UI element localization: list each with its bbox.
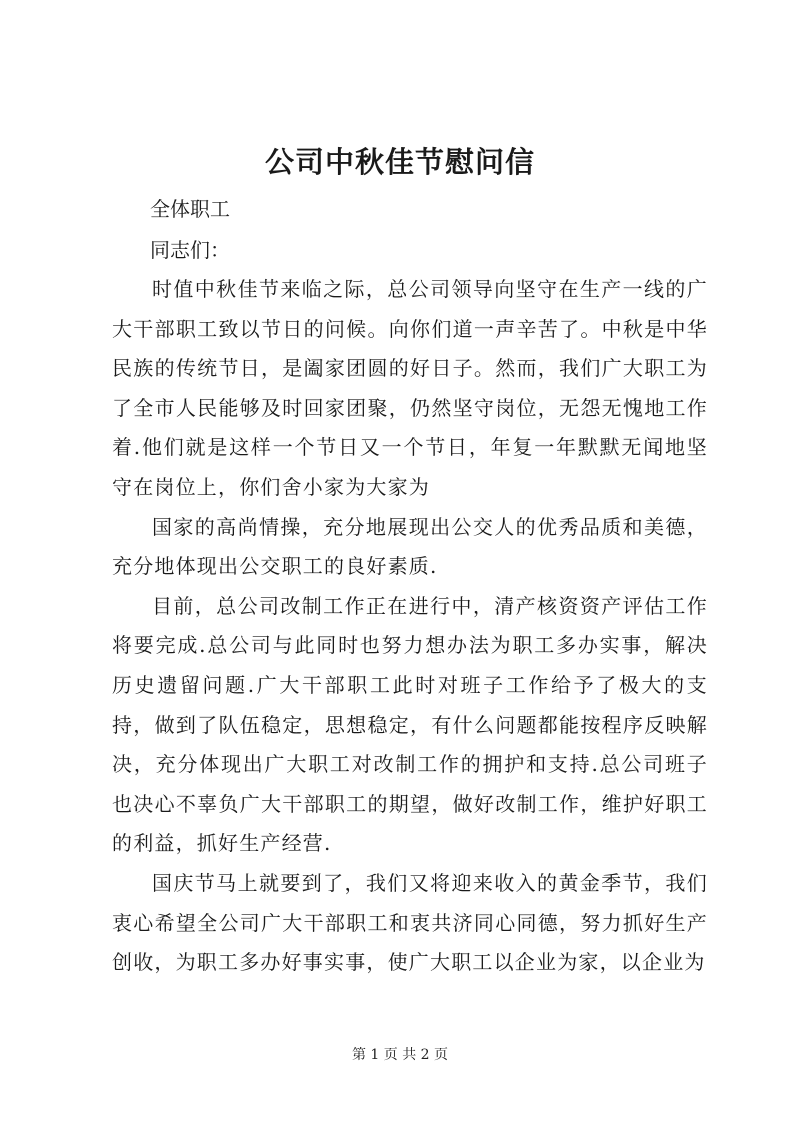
paragraph: 时值中秋佳节来临之际，总公司领导向坚守在生产一线的广大干部职工致以节日的问候。向你们道一声辛苦了。中秋是中华民族的传统节日，是阖家团圆的好日子。然而，我们广大职工为了全市人民能够及时回家团聚，仍然坚守岗位，无怨无愧地工作着.他们就是这样一个节日又一个节日，年复一年默默无闻地坚守在岗位上，你们舍小家为大家为 xyxy=(112,277,708,499)
paragraph: 目前，总公司改制工作正在进行中，清产核资资产评估工作将要完成.总公司与此同时也努力想办法为职工多办实事，解决历史遗留问题.广大干部职工此时对班子工作给予了极大的支持，做到了队伍稳定，思想稳定，有什么问题都能按程序反映解决，充分体现出广大职工对改制工作的拥护和支持.总公司班子也决心不辜负广大干部职工的期望，做好改制工作，维护好职工的利益，抓好生产经营. xyxy=(112,593,708,856)
letter-body xyxy=(112,270,708,983)
paragraph: 国家的高尚情操，充分地展现出公交人的优秀品质和美德，充分地体现出公交职工的良好素质. xyxy=(112,514,708,579)
salutation-recipients: 全体职工 xyxy=(150,197,230,221)
paragraph: 国庆节马上就要到了，我们又将迎来收入的黄金季节，我们衷心希望全公司广大干部职工和衷共济同心同德，努力抓好生产创收，为职工多办好事实事，使广大职工以企业为家，以企业为 xyxy=(112,870,708,975)
document-title: 公司中秋佳节慰问信 xyxy=(264,145,535,179)
salutation-greeting: 同志们： xyxy=(150,238,230,262)
page-number-footer: 第 1 页 共 2 页 xyxy=(351,1047,449,1063)
